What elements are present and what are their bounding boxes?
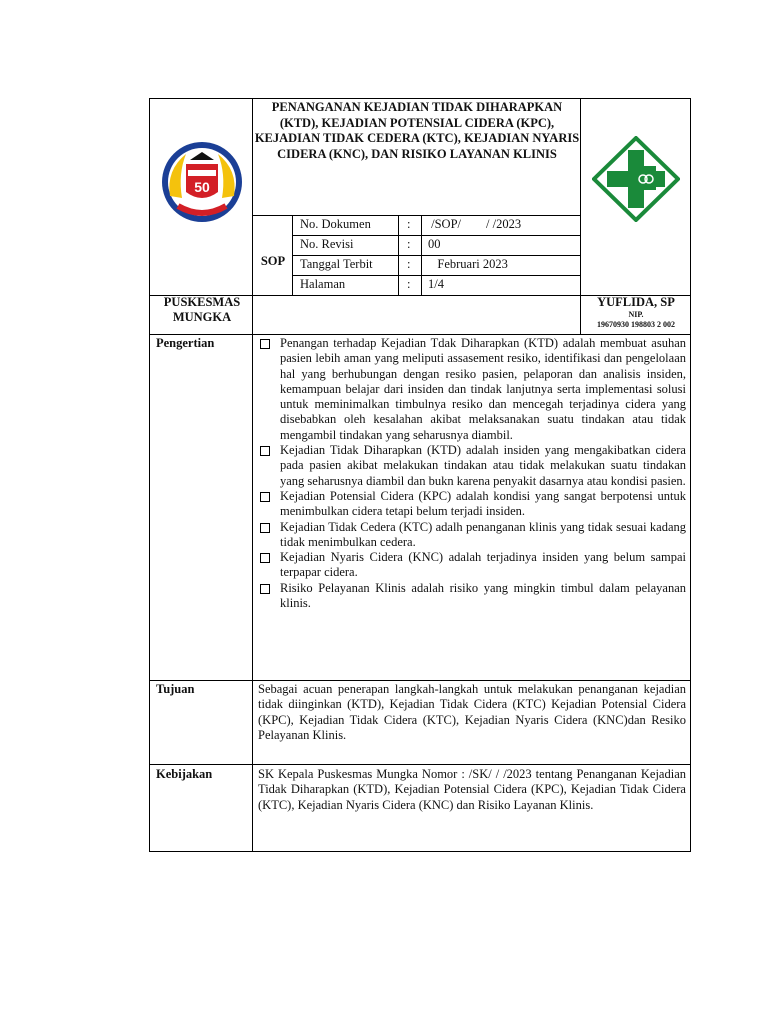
section-content-pengertian — [258, 336, 686, 611]
list-item: Kejadian Nyaris Cidera (KNC) adalah terjadinya insiden yang belum sampai terpapar cidera. — [258, 550, 686, 581]
section-label-kebijakan: Kebijakan — [156, 767, 213, 781]
meta-value-page: 1/4 — [428, 277, 444, 291]
checkbox-bullet-icon — [260, 523, 270, 533]
checkbox-bullet-icon — [260, 584, 270, 594]
meta-value-revision: 00 — [428, 237, 441, 251]
meta-sep: : — [407, 217, 411, 231]
checkbox-bullet-icon — [260, 553, 270, 563]
divider — [149, 334, 691, 335]
checkbox-bullet-icon — [260, 339, 270, 349]
meta-sep: : — [407, 257, 411, 271]
list-item: Kejadian Tidak Diharapkan (KTD) adalah insiden yang mengakibatkan cidera pada pasien akibat melakukan tindakan atau tidak melakukan suatu tindakan yang seharusnya diambil dan bukn karena penyakit dasarnya atau kondisi pasien. — [258, 443, 686, 489]
sop-label: SOP — [260, 254, 286, 268]
divider — [149, 764, 691, 765]
meta-label: Halaman — [300, 277, 346, 291]
divider — [580, 98, 581, 334]
nip-label: NIP. — [628, 310, 644, 319]
official-name: YUFLIDA, SP — [597, 295, 675, 309]
checkbox-bullet-icon — [260, 446, 270, 456]
list-item: Kejadian Tidak Cedera (KTC) adalh penanganan klinis yang tidak sesuai kadang tidak menimbulkan cedera. — [258, 520, 686, 551]
meta-label: Tanggal Terbit — [300, 257, 373, 271]
puskesmas-cross-icon — [592, 136, 680, 222]
list-item: Risiko Pelayanan Klinis adalah risiko yang mingkin timbul dalam pelayanan klinis. — [258, 581, 686, 612]
meta-sep: : — [407, 277, 411, 291]
list-item: Penangan terhadap Kejadian Tdak Diharapkan (KTD) adalah membuat asuhan pasien lebih aman yang meliputi assasement resiko, identifikasi dan pengelolaan hal yang berhubungan dengan resiko pasien, pelaporan dan analisis insiden, kemampuan belajar dari insiden dan tindak lanjutnya serta implementasi solusi untuk meminimalkan timbulnya resiko dan mencegah terjadinya cidera yang disebabkan oleh kesalahan akibat melaksanakan suatu tindakan atau tidak mengambil tindakan yang seharusnya diambil. — [258, 336, 686, 443]
emblem-number: 50 — [194, 179, 210, 195]
section-label-pengertian: Pengertian — [156, 336, 215, 350]
meta-label: No. Dokumen — [300, 217, 371, 231]
list-item: Kejadian Potensial Cidera (KPC) adalah kondisi yang sangat berpotensi untuk menimbulkan cidera tetapi belum terjadi insiden. — [258, 489, 686, 520]
divider — [252, 98, 253, 852]
meta-value-issue-date: Februari 2023 — [428, 257, 508, 271]
meta-value-document-number: /SOP/ / /2023 — [428, 217, 522, 231]
meta-label: No. Revisi — [300, 237, 354, 251]
institution-name: PUSKESMAS MUNGKA — [163, 295, 241, 324]
nip-value: 19670930 198803 2 002 — [597, 320, 675, 329]
district-emblem-icon — [160, 140, 244, 224]
meta-sep: : — [407, 237, 411, 251]
section-content-kebijakan: SK Kepala Puskesmas Mungka Nomor : /SK/ / /2023 tentang Penanganan Kejadian Tidak Diharapkan (KTD), Kejadian Potensial Cidera (KPC), Kejadian Tidak Cidera (KTC), Kejadian Nyaris Cidera (KNC) dan Risiko Layanan Klinis. — [258, 767, 686, 812]
document-title: PENANGANAN KEJADIAN TIDAK DIHARAPKAN (KTD), KEJADIAN POTENSIAL CIDERA (KPC), KEJADIAN TIDAK CEDERA (KTC), KEJADIAN NYARIS CIDERA (KNC), DAN RISIKO LAYANAN KLINIS — [254, 100, 580, 161]
section-content-tujuan: Sebagai acuan penerapan langkah-langkah untuk melakukan penanganan kejadian tidak diinginkan (KTD), Kejadian Tidak Cidera (KTC) Kejadian Potensial Cidera (KPC), Kejadian Tidak Cidera (KTC), Kejadian Nyaris Cidera (KNC)dan Resiko Pelayanan Klinis. — [258, 682, 686, 742]
checkbox-bullet-icon — [260, 492, 270, 502]
divider — [149, 680, 691, 681]
section-label-tujuan: Tujuan — [156, 682, 195, 696]
official-signature-block — [582, 295, 690, 330]
